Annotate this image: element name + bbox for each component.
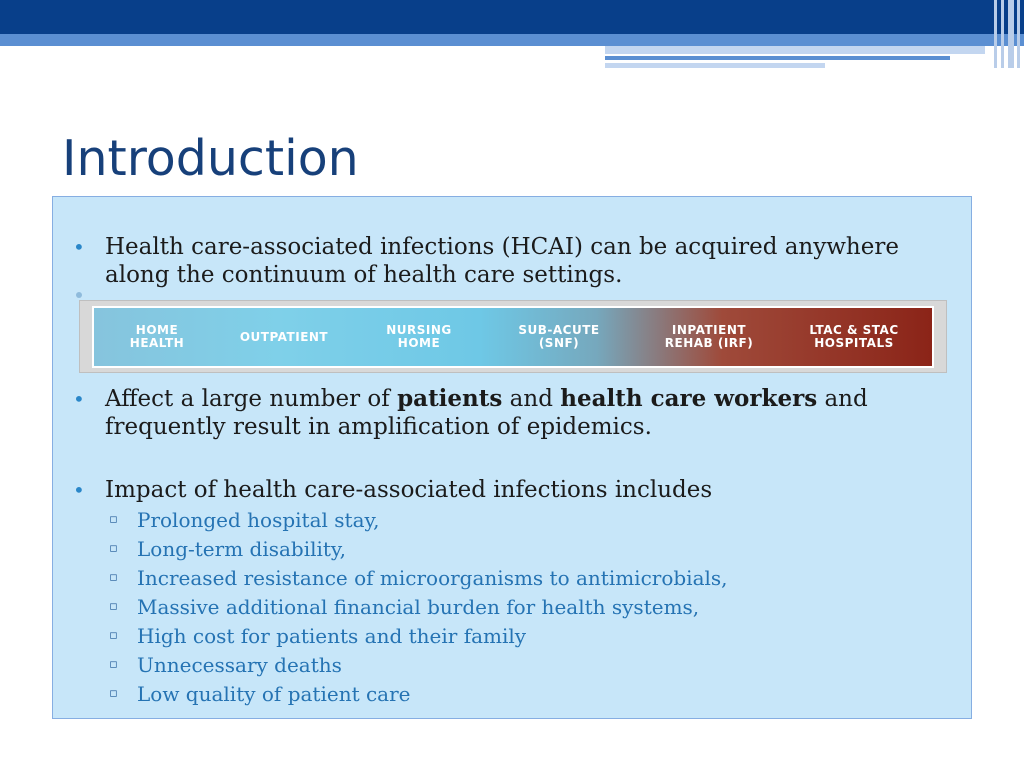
header-accent-bar — [0, 34, 1024, 46]
bullet-text-part: and frequently result in amplification of epidemics. — [105, 386, 868, 440]
stage-ltac-stac: LTAC & STAC HOSPITALS — [809, 323, 899, 350]
list-item-text: High cost for patients and their family — [137, 624, 527, 648]
slide-title: Introduction — [62, 130, 359, 187]
bullet-item — [73, 476, 953, 504]
hidden-bullet-marker — [76, 292, 82, 298]
sub-marker: ▫ — [109, 570, 118, 585]
bullet-text: Health care-associated infections (HCAI) can be acquired anywhere along the continuum of health care settings. — [105, 234, 899, 288]
header-stripe — [605, 46, 985, 54]
list-item-text: Low quality of patient care — [137, 682, 411, 706]
stage-outpatient: OUTPATIENT — [239, 329, 329, 344]
list-item-text: Massive additional financial burden for health systems, — [137, 595, 700, 619]
list-item — [109, 537, 728, 566]
header-stripe — [605, 56, 950, 60]
bullet-item — [73, 385, 953, 441]
stage-nursing-home: NURSING HOME — [386, 323, 452, 350]
sub-marker: ▫ — [109, 599, 118, 614]
care-continuum-graphic — [79, 300, 947, 373]
header-stripe — [605, 63, 825, 68]
bullet-marker: • — [73, 387, 85, 411]
stage-sub-acute: SUB-ACUTE (SNF) — [518, 323, 600, 350]
bullet-text-part: Affect a large number of — [105, 386, 398, 412]
list-item — [109, 595, 728, 624]
list-item-text: Increased resistance of microorganisms to antimicrobials, — [137, 566, 728, 590]
list-item — [109, 624, 728, 653]
bold-patients: patients — [397, 385, 503, 412]
sub-marker: ▫ — [109, 512, 118, 527]
list-item — [109, 682, 728, 711]
header-bar — [0, 0, 1024, 34]
header-vertical-line — [1017, 0, 1020, 68]
impact-list — [109, 508, 728, 711]
list-item — [109, 653, 728, 682]
list-item-text: Unnecessary deaths — [137, 653, 342, 677]
bullet-text — [73, 385, 953, 441]
bold-health-care-workers: health care workers — [560, 385, 818, 412]
continuum-bar — [92, 306, 934, 368]
bullet-item — [73, 233, 953, 289]
bullet-marker: • — [73, 478, 85, 502]
header-vertical-line — [1008, 0, 1014, 68]
bullet-text-part: and — [502, 386, 561, 412]
list-item — [109, 566, 728, 595]
sub-marker: ▫ — [109, 657, 118, 672]
content-box — [52, 196, 972, 719]
bullet-marker: • — [73, 235, 85, 259]
list-item — [109, 508, 728, 537]
list-item-text: Prolonged hospital stay, — [137, 508, 380, 532]
sub-marker: ▫ — [109, 628, 118, 643]
bullet-text: Impact of health care-associated infections includes — [105, 477, 713, 503]
sub-marker: ▫ — [109, 541, 118, 556]
sub-marker: ▫ — [109, 686, 118, 701]
list-item-text: Long-term disability, — [137, 537, 346, 561]
header-vertical-line — [994, 0, 997, 68]
header-vertical-line — [1001, 0, 1004, 68]
stage-home-health: HOME HEALTH — [129, 323, 185, 350]
stage-inpatient-rehab: INPATIENT REHAB (IRF) — [664, 323, 754, 350]
